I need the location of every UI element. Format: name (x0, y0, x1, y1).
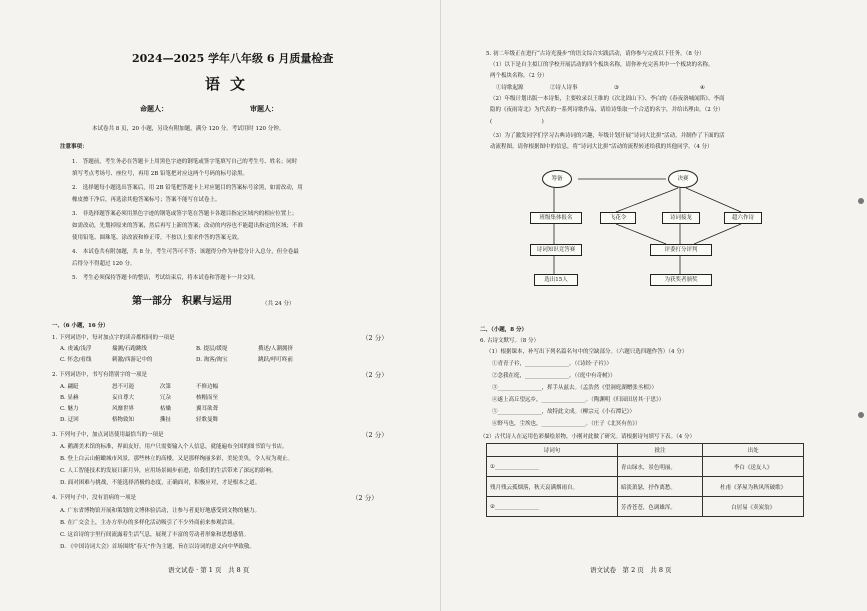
task-text: （2）年级计划出版一本诗集，主要收录以王维的《次北固山下》、李白的《春夜洛城闻笛》、李商 (490, 96, 725, 102)
task-text: 两个板块名称。（2 分） (490, 73, 548, 79)
recite-line: ④遂上高丘望远乡，________________。（陶渊明《归园田居其·于思》） (492, 397, 665, 403)
option-word: 怒不可遏 (112, 384, 135, 390)
option-word: 枯燥 (160, 406, 172, 412)
part-title: 第一部分 积累与运用 (132, 296, 232, 307)
flow-box-round: 超六作诗 (724, 212, 762, 224)
part-score: （共 24 分） (262, 301, 295, 307)
task-text: （1）根据课本，补写出下列名篇名句中的空缺部分。（六题只选四题作答）（4 分） (486, 349, 688, 355)
option: C. 怀念/看线 (60, 357, 92, 363)
question-stem: 3. 下列句子中，加点词语使用最恰当的一项是 (52, 432, 164, 438)
answer-line: ( ) (490, 119, 627, 125)
reviewer-label: 审题人： (250, 104, 278, 113)
recite-line: ⑥野马也，尘埃也，________________。（庄子《北冥有鱼》） (492, 421, 641, 427)
table-row (487, 477, 804, 497)
option: A. 翩跹 (60, 384, 79, 390)
flow-box-round: 飞花令 (600, 212, 636, 224)
option: 撰述/人潮拥挤 (258, 346, 293, 352)
table-cell: 白居易《卖炭翁》 (703, 497, 804, 517)
note-line: 1. 答题前，考生务必在答题卡上用黑色字迹的钢笔或签字笔填写自己的考生号、姓名；同时 (72, 159, 298, 165)
option-word: 翼耳欲聋 (196, 406, 219, 412)
note-line: 5. 考生必须保持答题卡的整洁，考试结束后，将本试卷和答题卡一并交回。 (72, 275, 259, 281)
option-word: 轻歌曼舞 (196, 417, 219, 423)
table-cell: ①________________ (487, 457, 618, 477)
table-header-row (487, 444, 804, 457)
option: A. 鹅湖美术馆的标准，界面友好，用户只需要输入个人信息，就能遍布全国的图书馆与书店。 (60, 444, 288, 450)
question-stem: 6. 古诗文默写。（8 分） (480, 338, 539, 344)
table-row (487, 497, 804, 517)
flow-box-award: 为获奖者颁奖 (650, 274, 712, 286)
exam-info: 本试卷共 8 页，20 小题，另设有附加题，满分 120 分。考试用时 120 分钟。 (92, 126, 285, 132)
option: 刺激/西游记中的 (112, 357, 153, 363)
flow-final-node: 决赛 (668, 170, 698, 188)
table-row (487, 457, 804, 477)
page-footer: 语文试卷 · 第 1 页 共 8 页 (168, 566, 250, 574)
section-heading: 二、（小题，8 分） (480, 327, 527, 333)
option-word: 不修边幅 (196, 384, 219, 390)
question-stem: 2. 下列词语中，书写有错别字的一项是 (52, 372, 147, 378)
question-score: （2 分） (362, 334, 388, 342)
blank-item: ③ (614, 85, 619, 91)
note-line: 2. 选择题每小题选出答案后，用 2B 铅笔把答题卡上对应题目的答案标号涂黑，如需改动，用 (72, 185, 303, 191)
option: 跳跃/呼叮咚前 (258, 357, 293, 363)
option-word: 冗杂 (160, 395, 172, 401)
task-text: （3）为了激发同学们学习古典诗词的兴趣，年级计划开展“诗词大比拼”活动，并制作了下面的活 (490, 133, 725, 139)
recite-line: ③________________，挥手从兹去。（孟浩然《望洞庭湖赠张丞相》） (492, 385, 658, 391)
column-header: 诗词句 (487, 444, 618, 457)
option: D. 淘客/淘宝 (196, 357, 228, 363)
blank-item: ①诗歌起源 (496, 85, 524, 91)
flow-start-node: 筹备 (542, 170, 572, 188)
flow-box-signup: 班级集体报名 (530, 212, 582, 224)
option-word: 格物致知 (112, 417, 135, 423)
composer-label: 命题人： (140, 104, 168, 113)
column-header: 出处 (703, 444, 804, 457)
option: A. 虔诚/浅浮 (60, 346, 92, 352)
poem-table (486, 443, 804, 517)
option-word: 次第 (160, 384, 172, 390)
question-stem: 5. 初二年级正在进行“古诗光漫步”的语文综合实践活动，请你参与完成以下任务。（8 分） (486, 51, 705, 57)
flowchart-arrows (496, 164, 792, 290)
section-heading: 一、（6 小题，16 分） (52, 323, 109, 329)
recite-line: ②念我在庭，________________。（《庭中有奇树》） (492, 373, 616, 379)
exam-title: 2024—2025 学年八年级 6 月质量检查 (132, 52, 334, 65)
task-text: （1）以下是自主拟订的学校开展活动的四个板块名称，请你补充完善其中一个板块的名称。 (490, 62, 714, 68)
question-stem: 4. 下列句子中，没有语病的一项是 (52, 495, 136, 501)
recite-line: ①青青子衿，________________。（《诗经·子衿》） (492, 361, 612, 367)
table-cell: 青山绿水，景色明丽。 (617, 457, 702, 477)
option: D. 迂回 (60, 417, 79, 423)
page-footer: 语文试卷 第 2 页 共 8 页 (590, 566, 672, 574)
option-word: 核帽而至 (196, 395, 219, 401)
note-line: 4. 本试卷共有附加题，共 8 分，考生可答可不答；该题得分作为补偿分计入总分，但全卷最 (72, 249, 299, 255)
option: D. 面对困难与挑战，不能选择消极的态度，正确面对，积极应对，才是根本之道。 (60, 480, 261, 486)
option: C. 这首诗的字里行间流露着生活气息，展现了丰富的劳动者形象和思想感情。 (60, 532, 250, 538)
table-cell: 暗淡萧瑟，抒作离愁。 (617, 477, 702, 497)
note-line: 后得分不得超过 120 分。 (72, 261, 136, 267)
option: A. 广东省博物馆开展和策划的文博体验活动，让参与者更好地感受到文物的魅力。 (60, 508, 260, 514)
option-word: 风靡世界 (112, 406, 135, 412)
flow-box-select: 选出15人 (534, 274, 578, 286)
task-text: 隐的《夜雨寄北》为代表的一系列诗歌作品，请给诗集取一个合适的名字，并给出理由。（2 分） (490, 107, 724, 113)
option-word: 撕扯 (160, 417, 172, 423)
recite-line: ⑤________________，故特此文成。（柳宗元《小石潭记》） (492, 409, 636, 415)
option: B. 显赫 (60, 395, 79, 401)
question-score: （2 分） (352, 494, 378, 502)
option: D. 《中国诗词大会》首场围绕“春天”作为主题，旨在以诗词的意义向中华致敬。 (60, 544, 255, 550)
option: B. 提层/缓堤 (196, 346, 228, 352)
table-cell: ②________________ (487, 497, 618, 517)
question-score: （2 分） (362, 431, 388, 439)
blank-item: ②诗人诗事 (550, 85, 578, 91)
table-cell: 芳香苍苍，色调雄浑。 (617, 497, 702, 517)
table-cell: 李白《送友人》 (703, 457, 804, 477)
table-cell: 杜甫《茅屋为秋风所破歌》 (703, 477, 804, 497)
note-line: 3. 非选择题答案必须用黑色字迹的钢笔或签字笔在答题卡各题目指定区域内的相应位置上； (72, 211, 298, 217)
option: 揣测/石跑跳线 (112, 346, 147, 352)
option: B. 登上白云山俯瞰城市风景，那些林立的高楼，又是那样绚丽多彩，美轮美奂，令人叹为观止。 (60, 456, 294, 462)
blank-item: ④ (700, 85, 705, 91)
subject-title: 语文 (205, 75, 256, 93)
note-line: 橡皮擦干净后，再选涂其他答案标号；答案不能写在试卷上。 (72, 197, 221, 203)
note-line: 使用铅笔、圆珠笔、涂改液和修正带。不按以上要求作答的答案无效。 (72, 235, 243, 241)
flow-box-judge: 评委打分评判 (650, 244, 712, 256)
flow-box-round: 诗词接龙 (662, 212, 700, 224)
question-score: （2 分） (362, 371, 388, 379)
notes-heading: 注意事项： (60, 144, 88, 150)
task-text: 动流程图。请你根据图中的信息，将“诗词大比拼”活动的流程转述给我的其他同学。（4 分） (490, 144, 713, 150)
option: C. 人工智能技术的发展日新月异，应用场景阔步前进，给我们的生活带来了深远的影响。 (60, 468, 277, 474)
option: C. 魅力 (60, 406, 79, 412)
option: B. 在广交会上，主办方举办的多样化活动吸引了不少外商前来参观洽谈。 (60, 520, 239, 526)
flow-box-quiz: 诗词知识竞答赛 (530, 244, 582, 256)
column-header: 批注 (617, 444, 702, 457)
question-stem: 1. 下列词语中，每对加点字的读音都相同的一项是 (52, 335, 175, 341)
note-line: 填写考点考场号、座位号，再用 2B 铅笔把对应这两个号码的标号涂黑。 (72, 171, 249, 177)
task-text: （2）古代诗人在运用色彩描绘景物，小刚对此做了研究。请根据诗句填写下表。（4 分） (480, 434, 695, 440)
flowchart (496, 164, 792, 290)
note-line: 如需改动，先划掉原来的答案，然后再写上新的答案；改动的内容也不能超出指定的区域；不准 (72, 223, 304, 229)
table-cell: 残月残云孤烟落，秋天哀满烟雨自。 (487, 477, 618, 497)
option-word: 妄自尊大 (112, 395, 135, 401)
